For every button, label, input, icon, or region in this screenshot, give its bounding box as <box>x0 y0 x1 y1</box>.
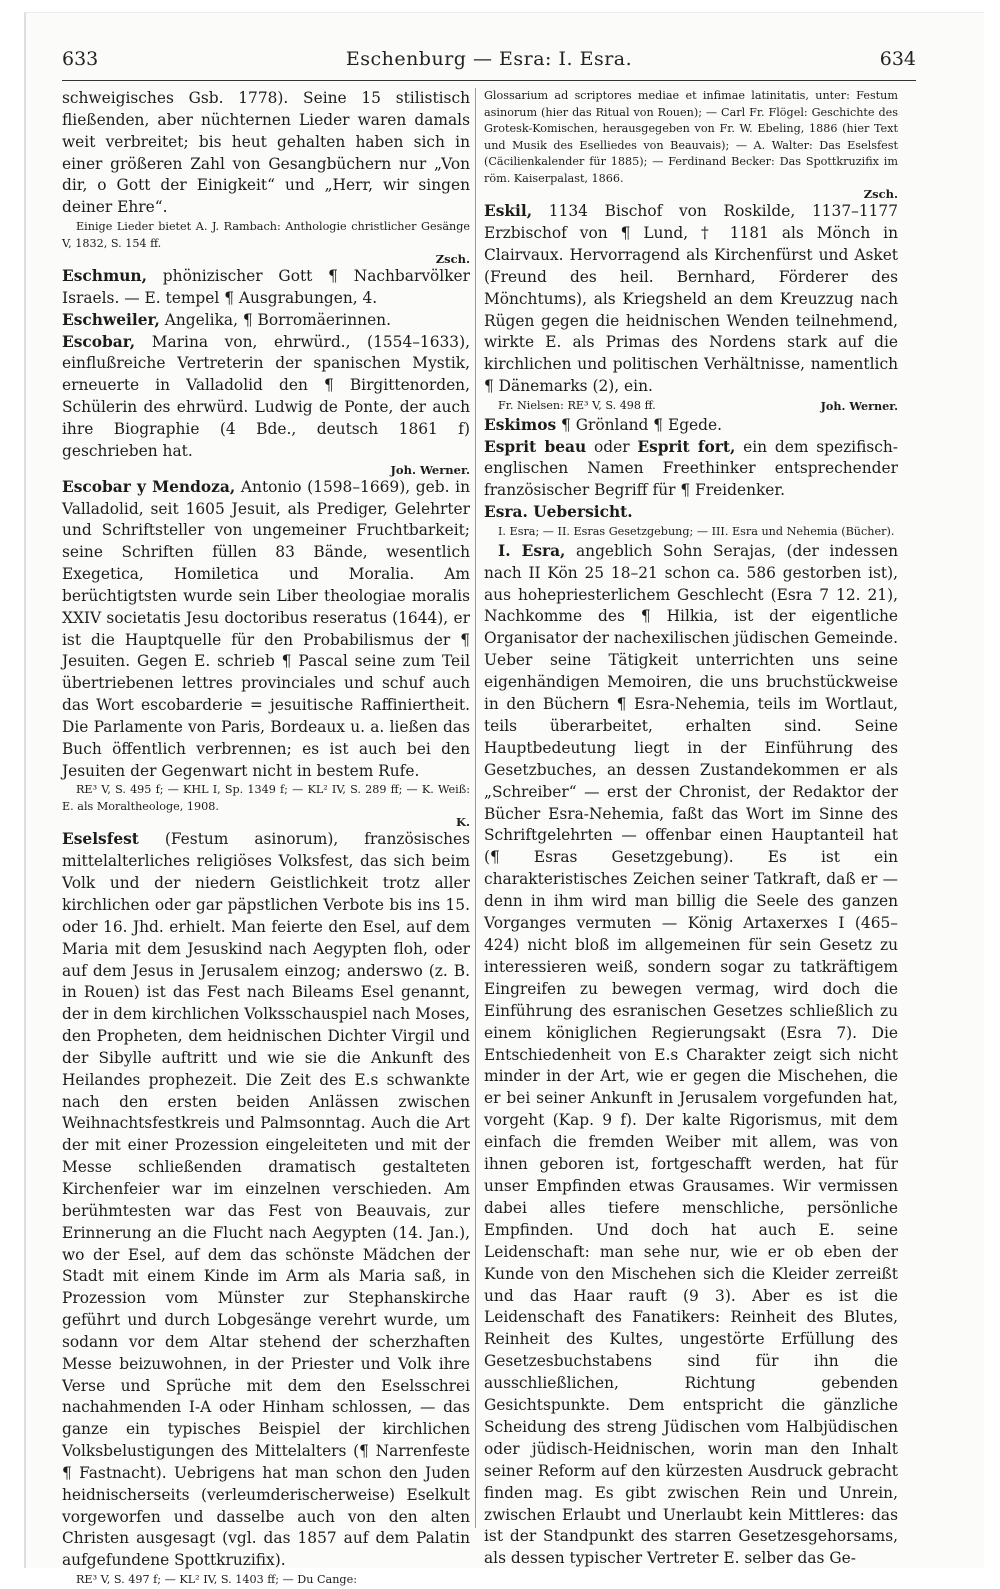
reference <box>484 398 898 415</box>
page-number-left: 633 <box>62 48 99 70</box>
lemma: Eschweiler, <box>62 310 160 329</box>
author-signature: Joh. Werner. <box>820 399 898 414</box>
right-column <box>484 88 898 1568</box>
header-rule <box>62 80 916 81</box>
entry-eselsfest <box>62 829 470 1572</box>
lemma: Escobar, <box>62 332 136 351</box>
esra-heading: Esra. Uebersicht. <box>484 503 633 522</box>
reference-text: Fr. Nielsen: RE³ V, S. 498 ff. <box>498 399 656 413</box>
lemma: Eskil, <box>484 202 533 220</box>
entry-eschmun <box>62 266 470 310</box>
lemma: Esprit beau <box>484 437 587 456</box>
lemma: Eschmun, <box>62 267 147 286</box>
entry-esprit <box>484 437 898 503</box>
entry-text: phönizischer Gott ¶ Nachbarvölker Israels. — E. tempel ¶ Ausgrabungen, 4. <box>62 267 470 307</box>
entry-esra-1 <box>484 541 898 1571</box>
entry-escobar-y-mendoza <box>62 477 470 783</box>
entry-text: Antonio (1598–1669), geb. in Valladolid, seit 1605 Jesuit, als Prediger, Gelehrter und Schriftsteller von ungemeiner Fruchtbarkeit; seine Schriften füllen 83 Bände, wesentlich Exegetica, Homiletica und Moralia. Am berüchtigtsten wurde sein Liber theologiae moralis XXIV societatis Jesu doctoribus reseratus (1644), er ist die Hauptquelle für den Probabilismus der ¶ Jesuiten. Gegen E. schrieb ¶ Pascal seine zum Teil übertriebenen lettres provinciales und schuf auch das Wort escobarderie = jesuitische Raffiniertheit. Die Parlamente von Paris, Bordeaux u. a. ließen das Buch öffentlich verbrennen; es ist auch bei den Jesuiten der Gegenwart nicht in bestem Rufe. <box>62 477 470 780</box>
reference: RE³ V, S. 497 f; — KL² IV, S. 1403 ff; — Du Cange: <box>76 1573 357 1587</box>
entry-text: oder <box>586 437 638 456</box>
reference: RE³ V, S. 495 f; — KHL I, Sp. 1349 f; — KL² IV, S. 289 ff; — K. Weiß: E. als Moraltheologe, 1908. <box>62 783 470 813</box>
reference: Einige Lieder bietet A. J. Rambach: Anthologie christlicher Gesänge V, 1832, S. 154 ff. <box>62 220 470 250</box>
page-number-right: 634 <box>879 48 916 70</box>
lemma: Eselsfest <box>62 830 139 849</box>
author-signature: K. <box>456 815 470 830</box>
entry-text: ein dem spezifisch-englischen Namen Freethinker entsprechender französischer Begriff für ¶ Freidenker. <box>484 437 898 500</box>
esra-overview: I. Esra; — II. Esras Gesetzgebung; — III. Esra und Nehemia (Bücher). <box>498 525 895 539</box>
author-signature: Joh. Werner. <box>390 462 470 477</box>
author-signature: Zsch. <box>863 187 898 201</box>
lemma: Escobar y Mendoza, <box>62 477 236 496</box>
entry-eskimos <box>484 415 898 437</box>
running-title: Eschenburg — Esra: I. Esra. <box>345 48 633 70</box>
entry-text: Angelika, ¶ Borromäerinnen. <box>159 310 391 329</box>
lemma: I. Esra, <box>498 541 566 560</box>
entry-text: (Festum asinorum), französisches mittelalterliches religiöses Volksfest, das sich beim Volk und der niedern Geistlichkeit trotz aller kirchlichen oder gar päpstlichen Verbote bis ins 15. oder 16. Jhd. erhielt. Man feierte den Esel, auf dem Maria mit dem Jesuskind nach Aegypten floh, oder auf dem Jesus in Jerusalem einzog; anderswo (z. B. in Rouen) ist das Fest nach Bileams Esel genannt, der in dem kirchlichen Volksschauspiel nach Moses, den Propheten, dem heidnischen Dichter Virgil und der Sibylle auftritt und wie sie die Ankunft des Heilandes prophezeit. Die Zeit des E.s schwankte nach den ersten beiden Anlässen zwischen Weihnachtsfestkreis und Palmsonntag. Auch die Art der mit einer Prozession eingeleiteten und mit der Messe schließenden dramatisch gestalteten Kirchenfeier war im einzelnen verschieden. Am berühmtesten war das Fest von Beauvais, zur Erinnerung an die Flucht nach Aegypten (14. Jan.), wo der Esel, auf dem das schönste Mädchen der Stadt mit einem Kinde im Arm als Maria saß, in Prozession vom Münster zur Stephanskirche geführt und durch Lobgesänge verehrt wurde, um sodann vor dem Altar stehend der scherzhaften Messe beizuwohnen, in der Priester und Volk ihre Verse und Sprüche mit dem den Eselsschrei nachahmenden I-A oder Hinham schlossen, — das ganze ein typisches Beispiel der kirchlichen Volksbelustigungen des Mittelalters (¶ Narrenfeste ¶ Fastnacht). Uebrigens hat man schon den Juden heidnischerseits (verleumderischerweise) Eselkult vorgeworfen und dasselbe auch von den alten Christen ausgesagt (vgl. das 1857 auf dem Palatin aufgefundene Spottkruzifix). <box>62 830 470 1570</box>
entry-text: angeblich Sohn Serajas, (der indessen nach II Kön 25 18–21 schon ca. 586 gestorben ist), aus hohepriesterlichem Geschlecht (Esra 7 12. 21), Nachkomme des ¶ Hilkia, ist der eigentliche Organisator der nachexilischen jüdischen Gemeinde. Ueber seine Tätigkeit unterrichten uns seine eigenhändigen Memoiren, die uns bruchstückweise in den Büchern ¶ Esra-Nehemia, teils im Wortlaut, teils überarbeitet, erhalten sind. Seine Hauptbedeutung liegt in der Einführung des Gesetzbuches, an dessen Zustandekommen er als „Schreiber“ — erst der Chronist, der Redaktor der Bücher Esra-Nehemia, faßt das Wort im Sinne des Schriftgelehrten — offenbar einen Hauptanteil hat (¶ Esras Gesetzgebung). Es ist ein charakteristisches Zeichen seiner Tatkraft, daß er — denn in ihm wird man billig die Seele des ganzen Vorganges vermuten — König Artaxerxes I (465–424) nicht bloß im allgemeinen für sein Gesetz zu interessieren weiß, sondern sogar zu tatkräftigem Eingreifen zu bewegen vermag, wird doch die Einführung des esranischen Gesetzes schließlich zu einem königlichen Regierungsakt (Esra 7). Die Entschiedenheit von E.s Charakter zeigt sich nicht minder in der Art, wie er gegen die Mischehen, die er bei seiner Ankunft in Jerusalem vorgefunden hat, vorgeht (Kap. 9 f). Der kalte Rigorismus, mit dem einfach die fremden Weiber mit allem, was von ihnen geboren ist, fortgeschafft werden, hat für unser Empfinden etwas Grausames. Wir vermissen dabei alles tiefere menschliche, persönliche Empfinden. Und doch hat auch E. seine Leidenschaft: man sehe nur, wie er ob eben der Kunde von den Mischehen sich die Kleider zerreißt und das Haar rauft (9 3). Aber es ist die Leidenschaft des Fanatikers: Reinheit des Blutes, Reinheit des Kultes, ungestörte Erfüllung des Gesetzesbuchstabens sind für ihn die ausschließlichen, Richtung gebenden Gesichtspunkte. Dem entspricht die gänzliche Scheidung des streng Jüdischen vom Halbjüdischen oder jüdisch-Heidnischen, worin man den Inhalt seiner Reform auf den kürzesten Ausdruck gebracht finden mag. Es gibt zwischen Rein und Unrein, zwischen Erlaubt und Unerlaubt kein Mittleres: das ist der Standpunkt des starren Gesetzesgehorsams, als dessen typischer Vertreter E. selber das Ge- <box>484 541 898 1568</box>
lemma: Esprit fort, <box>637 437 736 456</box>
entry-text: ¶ Grönland ¶ Egede. <box>556 415 723 434</box>
entry-text: Marina von, ehrwürd., (1554–1633), einflußreiche Vertreterin der spanischen Mystik, erneuerte in Valladolid den ¶ Birgittenorden, Schülerin des ehrwürd. Ludwig de Ponte, der auch ihre Biographie (4 Bde., deutsch 1861 f) geschrieben hat. <box>62 332 470 460</box>
paragraph: schweigisches Gsb. 1778). Seine 15 stilistisch fließenden, aber nüchternen Lieder waren damals weit verbreitet; bis heut gehalten haben sich in einer größeren Zahl von Gesangbüchern nur „Von dir, o Gott der Einigkeit“ und „Herr, wir singen deiner Ehre“. <box>62 89 470 217</box>
column-divider <box>475 88 476 1528</box>
author-signature: Zsch. <box>435 252 470 267</box>
entry-text: 1134 Bischof von Roskilde, 1137–1177 Erzbischof von ¶ Lund, † 1181 als Mönch in Clairvaux. Hervorragend als Kirchenfürst und Asket (Freund des heil. Bernhard, Förderer des Mönchtums), als Kriegsheld an dem Kreuzzug nach Rügen gegen die heidnischen Wenden teilnehmend, wirkte E. als Primas des Nordens stark auf die kirchlichen und politischen Verhältnisse, namentlich ¶ Dänemarks (2), ein. <box>484 202 898 396</box>
entry-escobar <box>62 332 470 463</box>
left-column <box>62 88 470 1587</box>
reference: Glossarium ad scriptores mediae et infimae latinitatis, unter: Festum asinorum (hier das Ritual von Rouen); — Carl Fr. Flögel: Geschichte des Grotesk-Komischen, herausgegeben von Fr. W. Ebeling, 1886 (hier Text und Musik des Eselliedes von Beauvais); — A. Walter: Das Eselsfest (Cäcilienkalender für 1885); — Ferdinand Becker: Das Spottkruzifix im röm. Kaiserpalast, 1866. <box>484 89 898 185</box>
entry-eskil <box>484 201 898 398</box>
lemma: Eskimos <box>484 415 557 434</box>
entry-eschweiler <box>62 310 470 332</box>
page-header <box>62 44 916 78</box>
